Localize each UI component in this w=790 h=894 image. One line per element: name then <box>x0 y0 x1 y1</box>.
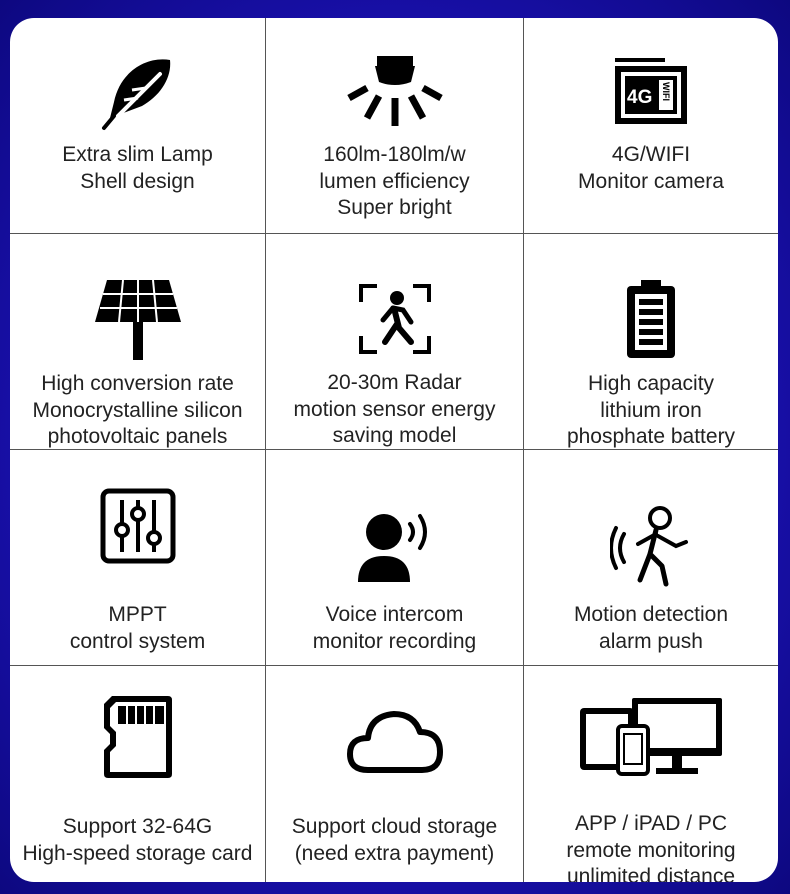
feature-label: MPPT control system <box>69 603 206 653</box>
battery-icon <box>623 278 679 360</box>
feature-cell-voice-intercom <box>266 450 523 665</box>
feature-cell-battery <box>524 234 778 449</box>
feature-label: APP / iPAD / PC remote monitoring unlimited distance <box>566 812 736 882</box>
feature-label: Support cloud storage (need extra payment) <box>291 815 498 865</box>
voice-speaker-icon <box>356 510 434 584</box>
feature-cell-4g-camera <box>524 18 778 233</box>
cloud-icon <box>346 708 444 774</box>
4g-text: 4G <box>627 87 653 108</box>
feather-icon <box>98 54 178 134</box>
devices-icon <box>578 696 724 778</box>
motion-alarm-icon <box>610 504 692 588</box>
feature-cell-lumen <box>266 18 523 233</box>
sd-card-icon <box>102 694 174 780</box>
feature-cell-slim-shell <box>10 18 265 233</box>
feature-label: Voice intercom monitor recording <box>312 603 477 653</box>
wifi-text: WIFI <box>661 82 671 101</box>
feature-label: High conversion rate Monocrystalline silicon photovoltaic panels <box>32 372 243 448</box>
motion-person-scan-icon <box>359 284 431 354</box>
features-grid <box>10 18 778 882</box>
lamp-light-icon <box>347 54 443 130</box>
4g-wifi-camera-icon <box>613 56 689 126</box>
solar-panel-icon <box>93 278 183 360</box>
feature-cell-mppt <box>10 450 265 665</box>
feature-label: Support 32-64G High-speed storage card <box>22 815 253 865</box>
feature-cell-solar-panel <box>10 234 265 449</box>
feature-label: 4G/WIFI Monitor camera <box>578 143 724 193</box>
feature-label: 20-30m Radar motion sensor energy saving model <box>293 371 496 447</box>
feature-cell-radar-sensor <box>266 234 523 449</box>
feature-label: 160lm-180lm/w lumen efficiency Super bright <box>319 143 470 219</box>
feature-label: High capacity lithium iron phosphate battery <box>566 372 736 448</box>
feature-label: Motion detection alarm push <box>573 603 729 653</box>
feature-cell-sd-card <box>10 666 265 882</box>
control-sliders-icon <box>100 488 176 564</box>
features-card <box>10 18 778 882</box>
feature-cell-motion-alarm <box>524 450 778 665</box>
feature-label: Extra slim Lamp Shell design <box>62 143 213 193</box>
feature-cell-cloud-storage <box>266 666 523 882</box>
feature-cell-remote-devices <box>524 666 778 882</box>
